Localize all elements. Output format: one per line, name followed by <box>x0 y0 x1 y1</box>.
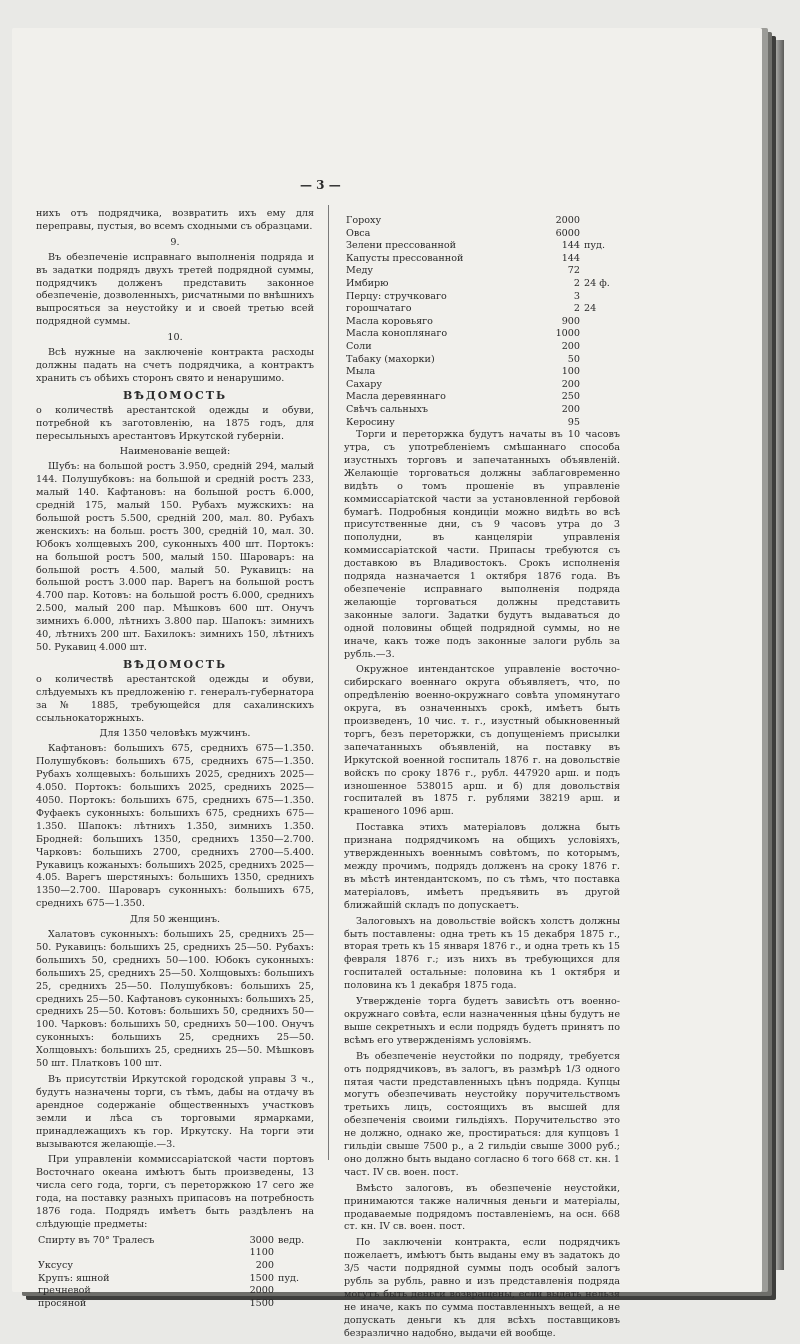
table-cell-unit <box>276 1247 314 1260</box>
group-heading-men: Для 1350 человѣкъ мужчинъ. <box>99 728 251 740</box>
table-cell-unit <box>582 379 620 392</box>
clause-number: 9. <box>170 236 180 248</box>
table-cell-value: 250 <box>561 391 580 403</box>
table-row <box>344 391 620 404</box>
table-row <box>36 1260 314 1273</box>
table-cell-value: 200 <box>561 403 580 415</box>
clause-number: 10. <box>167 332 183 344</box>
table-cell-unit <box>582 404 620 417</box>
table-cell-item: Меду <box>346 265 374 277</box>
table-cell-unit <box>276 1298 314 1311</box>
table-cell-value: 3 <box>573 290 580 302</box>
clause-10-text: Всѣ нужные на заключеніе контракта расходы должны падать на счетъ подрядчика, а контрактъ хранить съ обѣихъ сторонъ свято и ненарушимо. <box>36 347 314 384</box>
table-cell-value: 2000 <box>249 1285 274 1297</box>
table-cell-item: Гороху <box>346 215 382 226</box>
table-cell-unit: 24 ф. <box>584 277 610 289</box>
table-cell-item: горошчатаго <box>346 303 412 315</box>
table-cell-unit <box>582 316 620 329</box>
table-row <box>36 1235 314 1248</box>
right-column <box>344 215 620 1344</box>
table-cell-unit <box>582 417 620 430</box>
contract-paragraph: По заключеніи контракта, если подрядчикъ пожелаетъ, имѣютъ быть выданы ему въ задатокъ до 3/5 части подрядной суммы подъ особый залогъ рубль за рубль, равно и изъ представленія подряда могутъ быть деньги возвращены, если выдать нельзя не иначе, какъ по сумма поставленныхъ вещей, а не допускать деньги къ для всѣхъ поставщиковъ безразлично надобно, выдачи ей вообще. <box>344 1237 620 1339</box>
table-cell-item: Перцу: стручковаго <box>346 290 447 302</box>
intro-paragraph: нихъ отъ подрядчика, возвратить ихъ ему для переправы, пустыя, во всемъ сходными съ образцами. <box>36 208 314 232</box>
column-divider <box>328 205 329 1160</box>
table-cell-unit <box>582 341 620 354</box>
page-stack-edge <box>762 40 784 1270</box>
table-cell-item: просяной <box>38 1297 87 1309</box>
table-cell-unit <box>582 215 620 228</box>
security-paragraph: Въ обезпеченіе неустойки по подряду, требуется отъ подрядчиковъ, въ залогъ, въ размѣрѣ 1/3 одного пятая части представленныхъ цѣнъ подряда. Купцы могутъ обезпечивать неустойку поручительствомъ третьихъ лицъ, состоящихъ въ высшей для обезпеченія своими гильдіяхъ. Поручительство это не должно, однако же, простираться: для купцовъ 1 гильдіи свыше 7500 р., а 2 гильдіи свыше 3000 руб.; оно должно быть выдано согласно 6 того 668 ст. кн. 1 част. IV св. воен. пост. <box>344 1050 620 1178</box>
auction-notice: Торги и переторжка будутъ начаты въ 10 часовъ утра, съ употребленіемъ смѣшаннаго способа изустныхъ торговъ и запечатанныхъ объявленій. Желающіе торговаться должны заблаговременно видѣть о томъ прошеніе въ управленіе коммиссаріатской части за установленной гербовой бумагѣ. Подробныя кондиціи можно видѣть во всѣ присутственные дни, съ 9 часовъ утра до 3 пополудни, въ канцеляріи управленія коммиссаріатской части. Припасы требуются съ доставкою въ Владивостокъ. Срокъ исполненія подряда назначается 1 октября 1876 года. Въ обезпеченіе исправнаго выполненія подряда желающіе торговаться должны представить законные залоги. Задатки будутъ выдаваться до одной половины общей подрядной суммы, но не иначе, какъ тоже подъ законные залоги рубль за рубль.—3. <box>344 429 620 660</box>
collateral-paragraph: Вмѣсто залоговъ, въ обезпеченіе неустойки, принимаются также наличныя деньги и матеріалы, продаваемые подрядомъ поставленіемъ, на осн. 668 ст. кн. IV св. воен. пост. <box>344 1182 620 1233</box>
page-number: — 3 — <box>300 178 341 192</box>
table-cell-item: Соли <box>346 340 372 352</box>
table-cell-value: 144 <box>561 240 580 252</box>
table-cell-value: 2000 <box>555 215 580 226</box>
table-cell-value: 1500 <box>249 1272 274 1284</box>
table-row <box>344 278 620 291</box>
table-cell-item: Масла коноплянаго <box>346 328 448 340</box>
table-cell-unit: пуд. <box>278 1272 299 1284</box>
items-heading: Наименованіе вещей: <box>119 446 231 458</box>
table-row <box>344 228 620 241</box>
table-cell-value: 2 <box>573 277 580 289</box>
table-cell-item: Имбирю <box>346 277 389 289</box>
table-row <box>344 341 620 354</box>
table-row <box>36 1273 314 1286</box>
table-cell-value: 1100 <box>249 1247 274 1259</box>
table-cell-item: Овса <box>346 227 371 239</box>
table-cell-unit <box>582 391 620 404</box>
announcement-paragraph: Окружное интендантское управленіе восточно-сибирскаго военнаго округа объявляетъ, что, по опредѣленію военно-окружнаго совѣта упомянутаго округа, въ означенныхъ срокѣ, имѣетъ быть произведенъ, 10 чис. т. г., изустный обыкновенный торгъ, безъ переторжки, съ допущеніемъ присылки запечатанныхъ объявленій, на поставку въ Иркутской военной госпиталь 1876 г. на довольствіе войскъ по сроку 1876 г., рубл. 447920 арш. и подъ изношенное 538015 арш. и б) для довольствія госпиталей въ 1875 г. рублями 38219 арш. и крашеного 1096 арш. <box>344 664 620 818</box>
table-cell-unit <box>582 291 620 304</box>
table-row <box>344 366 620 379</box>
table-row <box>344 379 620 392</box>
table-cell-unit: 24 <box>584 303 597 315</box>
table-row <box>344 404 620 417</box>
approval-paragraph: Утвержденіе торга будетъ зависѣть отъ военно-окружнаго совѣта, если назначенныя цѣны будутъ не выше секретныхъ и если подрядъ будетъ принятъ по всѣмъ его утвержденіямъ условіямъ. <box>344 996 620 1046</box>
table-cell-value: 200 <box>561 378 580 390</box>
table-cell-value: 1500 <box>249 1297 274 1309</box>
men-items: Кафтановъ: большихъ 675, среднихъ 675—1.350. Полушубковъ: большихъ 675, среднихъ 675—1.350. Рубахъ холщевыхъ: большихъ 2025, среднихъ 2025—4.050. Портокъ: большихъ 2025, среднихъ 2025—4050. Портокъ: большихъ 675, среднихъ 675—1.350. Фуфаекъ суконныхъ: большихъ 675, среднихъ 675—1.350. Шапокъ: лѣтнихъ 1.350, зимнихъ 1.350. Бродней: большихъ 1350, среднихъ 1350—2.700. Чарковъ: большихъ 2700, среднихъ 2700—5.400. Рукавицъ кожаныхъ: большихъ 2025, среднихъ 2025—4.05. Варегъ шерстяныхъ: большихъ 1350, среднихъ 1350—2.700. Шароваръ суконныхъ: большихъ 675, среднихъ 675—1.350. <box>36 743 314 910</box>
table-cell-item: Уксусу <box>38 1260 73 1272</box>
table-cell-unit: ведр. <box>278 1234 305 1246</box>
table-cell-value: 1000 <box>555 328 580 340</box>
table-row <box>344 316 620 329</box>
left-column <box>36 208 314 1310</box>
table-cell-unit <box>582 253 620 266</box>
table-cell-item: Капусты прессованной <box>346 252 464 264</box>
table-row <box>36 1247 314 1260</box>
section-heading: ВѢДОМОСТЬ <box>122 657 228 671</box>
table-cell-unit <box>582 366 620 379</box>
table-cell-value: 900 <box>561 315 580 327</box>
section-subtitle: о количествѣ арестантской одежды и обуви, слѣдуемыхъ къ предложенію г. генералъ-губернатора за № 1885, требующейся для сахалинскихъ ссыльнокаторжныхъ. <box>36 673 314 724</box>
table-row <box>344 215 620 228</box>
table-cell-value: 6000 <box>555 227 580 239</box>
table-row <box>344 354 620 367</box>
table-cell-item: Масла коровьяго <box>346 315 433 327</box>
supply-terms-paragraph: Поставка этихъ матеріаловъ должна быть признана подрядчикомъ на общихъ условіяхъ, утвержденныхъ военнымъ совѣтомъ, по которымъ, между прочимъ, подрядъ долженъ на сроку 1876 г. въ мѣстѣ интендантскомъ, по съ тѣмъ, что поставка матеріаловъ, имѣетъ предъявить въ другой ближайшій складъ по допускаетъ. <box>344 822 620 911</box>
table-row <box>344 303 620 316</box>
table-row <box>344 265 620 278</box>
table-row <box>344 417 620 430</box>
table-cell-item: Свѣчъ сальныхъ <box>346 403 428 415</box>
table-row <box>344 328 620 341</box>
table-cell-unit <box>276 1260 314 1273</box>
table-cell-value: 200 <box>561 340 580 352</box>
table-row <box>344 240 620 253</box>
table-cell-unit <box>582 328 620 341</box>
table-cell-value: 2 <box>573 303 580 315</box>
notice-paragraph: Въ присутствіи Иркутской городской управы 3 ч., будутъ назначены торги, съ тѣмъ, дабы на отдачу въ арендное содержаніе общественныхъ участковъ земли и лѣса съ торговыми ярмарками, принадлежащихъ къ гор. Иркутску. На торги эти вызываются желающіе.—3. <box>36 1074 314 1150</box>
table-cell-item: гречневой <box>38 1285 91 1297</box>
section-subtitle: о количествѣ арестантской одежды и обуви, потребной къ заготовленію, на 1875 годъ, для пересыльныхъ арестантовъ Иркутской губерніи. <box>36 404 314 442</box>
table-cell-value: 100 <box>561 366 580 378</box>
table-row <box>36 1285 314 1298</box>
notice-paragraph: При управленіи коммиссаріатской части портовъ Восточнаго океана имѣютъ быть произведены, 13 числа сего года, торги, съ переторжкою 17 сего же года, на поставку разныхъ припасовъ на потребность 1876 года. Подрядъ имѣетъ быть раздѣленъ на слѣдующіе предметы: <box>36 1154 314 1230</box>
table-row <box>36 1298 314 1311</box>
supply-table <box>344 215 620 429</box>
table-cell-item <box>36 1247 202 1260</box>
table-cell-unit <box>276 1285 314 1298</box>
table-cell-unit <box>582 228 620 241</box>
items-list: Шубъ: на большой ростъ 3.950, средній 294, малый 144. Полушубковъ: на большой и средній ростъ 233, малый 140. Кафтановъ: на большой ростъ 6.000, средній 175, малый 150. Рубахъ мужскихъ: на большой ростъ 5.500, средній 200, мал. 80. Рубахъ женскихъ: на больш. ростъ 300, средній 10, мал. 30. Юбокъ холщевыхъ 200, суконныхъ 400 шт. Портокъ: на большой ростъ 500, малый 150. Шароваръ: на большой ростъ 4.500, малый 50. Рукавицъ: на большой ростъ 3.000 пар. Варегъ на большой ростъ 4.700 пар. Котовъ: на большой ростъ 6.000, среднихъ 2.500, малый 200 пар. Мѣшковъ 600 шт. Онучъ зимнихъ 6.000, лѣтнихъ 3.800 пар. Шапокъ: зимнихъ 40, лѣтнихъ 200 шт. Бахилокъ: зимнихъ 150, лѣтнихъ 50. Рукавиц 4.000 шт. <box>36 461 314 653</box>
table-cell-item: Табаку (махорки) <box>346 353 435 365</box>
table-cell-unit: пуд. <box>584 240 605 252</box>
table-cell-item: Керосину <box>346 416 395 428</box>
table-cell-unit <box>582 354 620 367</box>
table-cell-item: Масла деревяннаго <box>346 391 446 403</box>
table-cell-value: 72 <box>567 265 580 277</box>
delivery-schedule-paragraph: Залоговыхъ на довольствіе войскъ холстъ должны быть поставлены: одна треть къ 15 декабря 1875 г., вторая треть къ 15 января 1876 г., и одна треть къ 15 февраля 1876 г.; изъ нихъ въ требующихся для госпиталей остальные: половина къ 1 октября и половина къ 1 декабря 1875 года. <box>344 915 620 992</box>
table-cell-value: 95 <box>567 416 580 428</box>
table-cell-value: 3000 <box>249 1234 274 1246</box>
women-items: Халатовъ суконныхъ: большихъ 25, среднихъ 25—50. Рукавицъ: большихъ 25, среднихъ 25—50. Рубахъ: большихъ 50, среднихъ 50—100. Юбокъ суконныхъ: большихъ 25, среднихъ 25—50. Холщовыхъ: большихъ 25, среднихъ 25—50. Полушубковъ: большихъ 25, среднихъ 25—50. Кафтановъ суконныхъ: большихъ 25, среднихъ 25—50. Котовъ: большихъ 50, среднихъ 50—100. Чарковъ: большихъ 50, среднихъ 50—100. Онучъ суконныхъ: большихъ 25, среднихъ 25—50. Холщовыхъ: большихъ 25, среднихъ 25—50. Мѣшковъ 50 шт. Платковъ 100 шт. <box>36 929 314 1070</box>
clause-9-text: Въ обезпеченіе исправнаго выполненія подряда и въ задатки подрядъ двухъ третей подрядной суммы, подрядчикъ долженъ представить законное обезпеченіе, дозволенныхъ, рисчатными по внѣшнихъ выпросяться за неустойку и и своей третью всей подрядной суммы. <box>36 251 314 328</box>
section-heading: ВѢДОМОСТЬ <box>122 388 228 402</box>
table-cell-item: Зелени прессованной <box>346 240 457 252</box>
table-cell-item: Сахару <box>346 378 382 390</box>
supply-table <box>36 1235 314 1311</box>
table-cell-value: 144 <box>561 252 580 264</box>
table-cell-item: Мыла <box>346 366 376 378</box>
table-cell-unit <box>582 265 620 278</box>
table-cell-item: Крупъ: яшной <box>38 1272 110 1284</box>
table-row <box>344 291 620 304</box>
table-cell-item: Спирту въ 70° Тралесъ <box>38 1234 155 1246</box>
group-heading-women: Для 50 женщинъ. <box>129 914 220 926</box>
table-cell-value: 200 <box>255 1260 274 1272</box>
table-cell-value: 50 <box>567 353 580 365</box>
table-row <box>344 253 620 266</box>
